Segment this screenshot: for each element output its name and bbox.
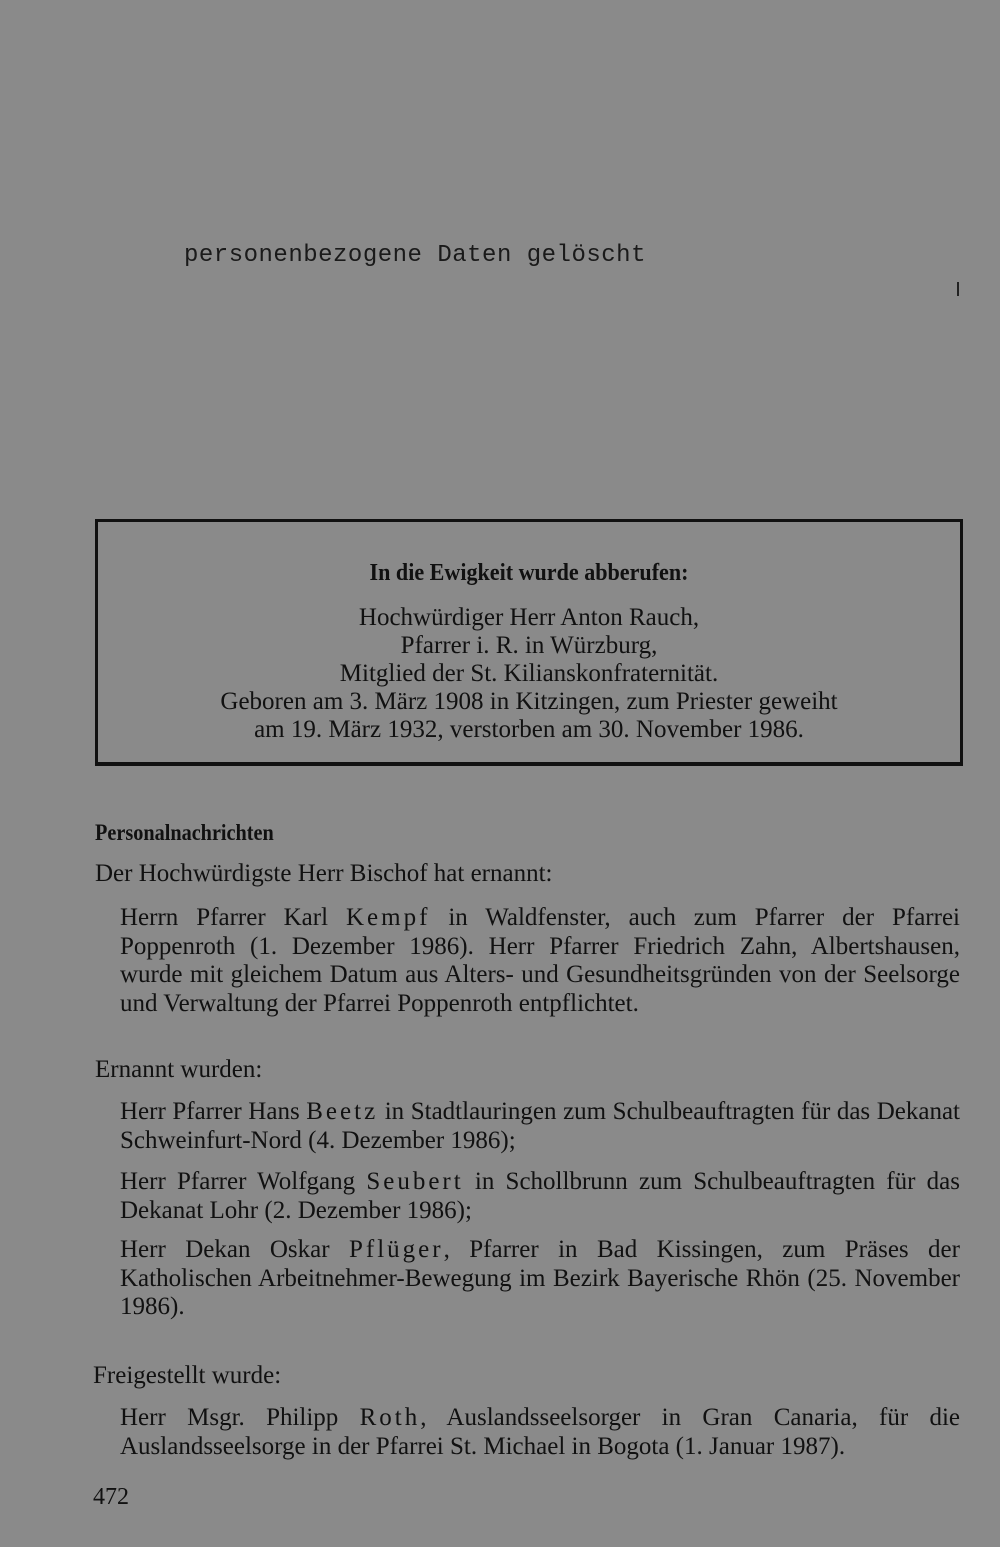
entry-pflueger: [120, 1236, 960, 1322]
page-number: 472: [93, 1484, 129, 1510]
obituary-title: In die Ewigkeit wurde abberufen:: [369, 560, 689, 586]
entry-name: Beetz: [306, 1098, 379, 1125]
obituary-line: Geboren am 3. März 1908 in Kitzingen, zum Priester geweiht: [220, 688, 838, 715]
entry-name: Kempf: [345, 904, 431, 931]
section-title: Personalnachrichten: [95, 820, 274, 845]
entry-text: , Auslandsseelsorger in Gran Canaria, für die Auslandsseelsorge in der Pfarrei St. Michael in Bogota (1. Januar 1987).: [120, 1404, 960, 1460]
entry-text: Herr Pfarrer Hans: [120, 1098, 307, 1125]
redaction-note: personenbezogene Daten gelöscht: [184, 242, 646, 269]
entry-text: , Pfarrer in Bad Kissingen, zum Präses der Katholischen Arbeitnehmer-Bewegung im Bezirk Bayerische Rhön (25. November 1986).: [120, 1236, 960, 1320]
released-intro: Freigestellt wurde:: [93, 1362, 282, 1389]
entry-text: Herr Dekan Oskar: [120, 1236, 349, 1263]
margin-mark: [957, 282, 959, 296]
obituary-line: Pfarrer i. R. in Würzburg,: [400, 632, 658, 659]
entry-beetz: [120, 1098, 960, 1155]
entry-text: in Waldfenster, auch zum Pfarrer der Pfarrei Poppenroth (1. Dezember 1986). Herr Pfarrer Friedrich Zahn, Albertshausen, wurde mit gleichem Datum aus Alters- und Gesundheitsgründen von der Seelsorge und Verwaltung der Pfarrei Poppenroth entpflichtet.: [120, 904, 960, 1017]
obituary-box: [95, 519, 963, 766]
obituary-text: [98, 604, 960, 744]
entry-kempf: [120, 904, 960, 1018]
entry-text: in Stadtlauringen zum Schulbeauftragten für das Dekanat Schweinfurt-Nord (4. Dezember 1986);: [120, 1098, 960, 1154]
entry-seubert: [120, 1168, 960, 1225]
entry-text: in Schollbrunn zum Schulbeauftragten für das Dekanat Lohr (2. Dezember 1986);: [120, 1168, 960, 1224]
obituary-line: Hochwürdiger Herr Anton Rauch,: [358, 604, 700, 631]
entry-roth: [120, 1404, 960, 1461]
entry-name: Pflüger: [349, 1236, 444, 1263]
obituary-line: am 19. März 1932, verstorben am 30. November 1986.: [254, 716, 804, 743]
entry-text: Herr Msgr. Philipp: [120, 1404, 360, 1431]
obituary-line: Mitglied der St. Kilianskonfraternität.: [339, 660, 719, 687]
entry-text: Herr Pfarrer Wolfgang: [120, 1168, 367, 1195]
appointed-intro: Ernannt wurden:: [95, 1056, 263, 1083]
bishop-intro: Der Hochwürdigste Herr Bischof hat ernannt:: [95, 860, 553, 887]
entry-name: Roth: [359, 1404, 421, 1431]
entry-text: Herrn Pfarrer Karl: [120, 904, 346, 931]
entry-name: Seubert: [366, 1168, 464, 1195]
